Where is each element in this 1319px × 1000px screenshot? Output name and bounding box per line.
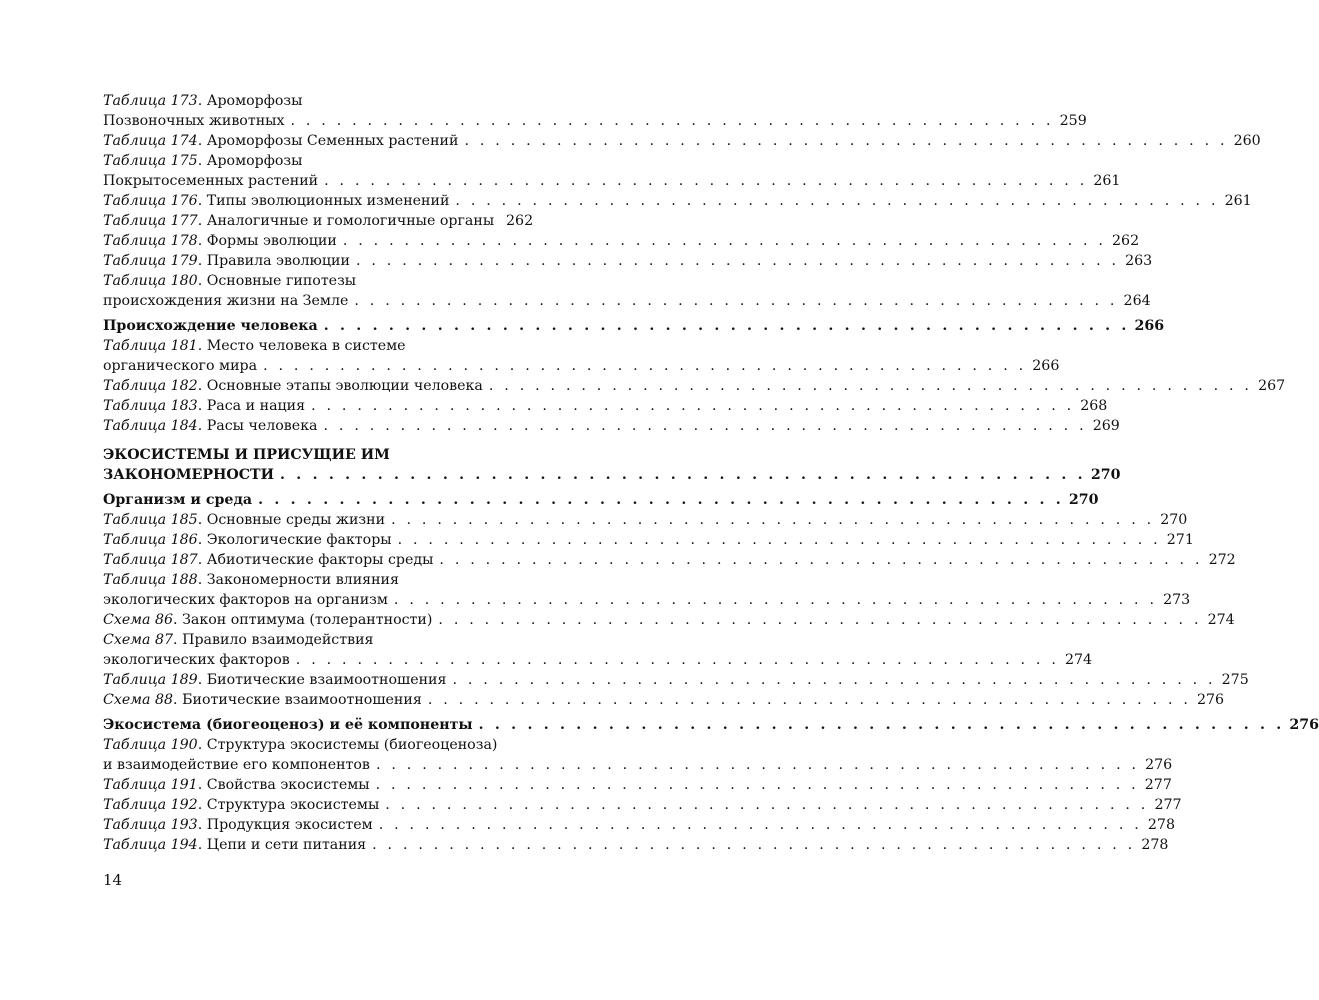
dot-leader: . . . . . . . . . . . . . . . . . . . . . . . . . . . . . . . . . . . . . . . . . . . . . . . . . . [378, 817, 1142, 833]
entry-title: органического мира [103, 358, 258, 374]
entry-label: Таблица 189 [103, 672, 198, 688]
dot-leader: . . . . . . . . . . . . . . . . . . . . . . . . . . . . . . . . . . . . . . . . . . . . . . . . . . [280, 467, 1086, 483]
toc-line [103, 590, 1191, 610]
toc-line [103, 111, 1087, 131]
entry-title: . Основные гипотезы [197, 273, 357, 289]
section-heading [103, 490, 1099, 510]
toc-line [103, 570, 530, 590]
toc-line [103, 171, 1121, 191]
toc-line [103, 630, 530, 650]
entry-title: . Основные среды жизни [197, 512, 386, 528]
entry-label: Таблица 192 [103, 797, 198, 813]
dot-leader: . . . . . . . . . . . . . . . . . . . . . . . . . . . . . . . . . . . . . . . . . . . . . . . . . . [375, 757, 1140, 773]
dot-leader: . . . . . . . . . . . . . . . . . . . . . . . . . . . . . . . . . . . . . . . . . . . . . . . . . . [391, 512, 1155, 528]
toc-line [103, 835, 1169, 855]
dot-leader: . . . . . . . . . . . . . . . . . . . . . . . . . . . . . . . . . . . . . . . . . . . . . . . . . . [427, 692, 1192, 708]
toc-line [103, 231, 1140, 251]
entry-title: . Биотические взаимоотношения [173, 692, 422, 708]
toc-line [103, 356, 1060, 376]
toc-line [103, 191, 1252, 211]
entry-label: Схема 87 [103, 632, 174, 648]
dot-leader: . . . . . . . . . . . . . . . . . . . . . . . . . . . . . . . . . . . . . . . . . . . . . . . . . . [323, 418, 1087, 434]
toc-line [103, 650, 1093, 670]
page-ref: 264 [1123, 293, 1151, 309]
dot-leader: . . . . . . . . . . . . . . . . . . . . . . . . . . . . . . . . . . . . . . . . . . . . . . . . . . [323, 318, 1130, 334]
toc-line [103, 91, 530, 111]
toc-line [103, 211, 534, 231]
section-heading [103, 715, 1319, 735]
entry-label: Таблица 180 [103, 273, 198, 289]
spacer [103, 436, 530, 445]
page-ref: 276 [1197, 692, 1225, 708]
dot-leader: . . . . . . . . . . . . . . . . . . . . . . . . . . . . . . . . . . . . . . . . . . . . . . . . . . [355, 253, 1120, 269]
entry-label: Таблица 184 [103, 418, 198, 434]
dot-leader: . . . . . . . . . . . . . . . . . . . . . . . . . . . . . . . . . . . . . . . . . . . . . . . . . . [455, 193, 1219, 209]
entry-title: Покрытосеменных растений [103, 173, 319, 189]
toc-line [103, 510, 1188, 530]
entry-label: Схема 88 [103, 692, 174, 708]
section-title: Происхождение человека [103, 318, 318, 334]
page-ref: 270 [1068, 492, 1099, 508]
dot-leader: . . . . . . . . . . . . . . . . . . . . . . . . . . . . . . . . . . . . . . . . . . . . . . . . . . [488, 378, 1253, 394]
toc-line [103, 396, 1108, 416]
toc-line [103, 610, 1235, 630]
toc-line [103, 291, 1151, 311]
toc-line [103, 775, 1172, 795]
entry-title: . Экологические факторы [197, 532, 392, 548]
toc-line [103, 271, 530, 291]
entry-title: экологических факторов на организм [103, 592, 388, 608]
page-ref: 262 [506, 213, 534, 229]
entry-title: . Структура экосистемы (биогеоценоза) [197, 737, 498, 753]
entry-title: . Расы человека [197, 418, 318, 434]
entry-label: Таблица 178 [103, 233, 198, 249]
page-ref: 276 [1289, 717, 1319, 733]
entry-label: Таблица 182 [103, 378, 198, 394]
toc-line [103, 251, 1153, 271]
page-ref: 278 [1141, 837, 1169, 853]
entry-title: . Место человека в системе [197, 338, 406, 354]
toc-line [103, 815, 1175, 835]
page-ref: 266 [1032, 358, 1060, 374]
entry-label: Таблица 183 [103, 398, 198, 414]
table-of-contents [103, 91, 1319, 855]
dot-leader: . . . . . . . . . . . . . . . . . . . . . . . . . . . . . . . . . . . . . . . . . . . . . . . . . . [397, 532, 1161, 548]
entry-title: экологических факторов [103, 652, 290, 668]
page-ref: 274 [1064, 652, 1093, 668]
dot-leader: . . . . . . . . . . . . . . . . . . . . . . . . . . . . . . . . . . . . . . . . . . . . . . . . . . [464, 133, 1228, 149]
entry-title: . Закономерности влияния [197, 572, 399, 588]
entry-label: Схема 86 [103, 612, 174, 628]
entry-title: . Продукция экосистем [197, 817, 373, 833]
entry-title: . Правило взаимодействия [173, 632, 374, 648]
dot-leader: . . . . . . . . . . . . . . . . . . . . . . . . . . . . . . . . . . . . . . . . . . . . . . . . . . [478, 717, 1285, 733]
dot-leader: . . . . . . . . . . . . . . . . . . . . . . . . . . . . . . . . . . . . . . . . . . . . . . . . . . [439, 552, 1203, 568]
entry-label: Таблица 191 [103, 777, 198, 793]
dot-leader: . . . . . . . . . . . . . . . . . . . . . . . . . . . . . . . . . . . . . . . . . . . . . . . . . . [311, 398, 1075, 414]
part-heading [103, 465, 1121, 485]
dot-leader: . . . . . . . . . . . . . . . . . . . . . . . . . . . . . . . . . . . . . . . . . . . . . . . . . . [393, 592, 1158, 608]
section-title: Экосистема (биогеоценоз) и её компоненты [103, 717, 473, 733]
dot-leader: . . . . . . . . . . . . . . . . . . . . . . . . . . . . . . . . . . . . . . . . . . . . . . . . . . [354, 293, 1118, 309]
entry-label: Таблица 175 [103, 153, 198, 169]
page-ref: 263 [1125, 253, 1153, 269]
part-title: ЗАКОНОМЕРНОСТИ [103, 467, 275, 483]
section-title: Организм и среда [103, 492, 253, 508]
dot-leader: . . . . . . . . . . . . . . . . . . . . . . . . . . . . . . . . . . . . . . . . . . . . . . . . . . [375, 777, 1139, 793]
dot-leader: . . . . . . . . . . . . . . . . . . . . . . . . . . . . . . . . . . . . . . . . . . . . . . . . . . [295, 652, 1060, 668]
dot-leader: . . . . . . . . . . . . . . . . . . . . . . . . . . . . . . . . . . . . . . . . . . . . . . . . . . [385, 797, 1149, 813]
entry-title: . Биотические взаимоотношения [197, 672, 447, 688]
page-ref: 270 [1090, 467, 1121, 483]
entry-label: Таблица 173 [103, 93, 198, 109]
page-ref: 277 [1154, 797, 1182, 813]
entry-title: . Раса и нация [197, 398, 306, 414]
page-ref: 276 [1145, 757, 1173, 773]
entry-label: Таблица 186 [103, 532, 198, 548]
page-ref: 271 [1166, 532, 1194, 548]
page-ref: 261 [1093, 173, 1121, 189]
entry-title: . Формы эволюции [197, 233, 337, 249]
dot-leader: . . . . . . . . . . . . . . . . . . . . . . . . . . . . . . . . . . . . . . . . . . . . . . . . . . [438, 612, 1202, 628]
entry-title: . Цепи и сети питания [197, 837, 367, 853]
entry-title: . Закон оптимума (толерантности) [173, 612, 433, 628]
entry-title: происхождения жизни на Земле [103, 293, 349, 309]
entry-label: Таблица 181 [103, 338, 198, 354]
dot-leader: . . . . . . . . . . . . . . . . . . . . . . . . . . . . . . . . . . . . . . . . . . . . . . . . . . [290, 113, 1054, 129]
page-ref: 262 [1112, 233, 1140, 249]
toc-line [103, 755, 1173, 775]
entry-label: Таблица 193 [103, 817, 198, 833]
page-ref: 268 [1080, 398, 1108, 414]
entry-title: . Ароморфозы Семенных растений [197, 133, 459, 149]
part-heading [103, 445, 530, 465]
section-heading [103, 316, 1165, 336]
page-ref: 275 [1221, 672, 1249, 688]
page-ref: 274 [1207, 612, 1235, 628]
page-ref: 272 [1208, 552, 1236, 568]
toc-line [103, 550, 1236, 570]
page-ref: 259 [1059, 113, 1087, 129]
dot-leader: . . . . . . . . . . . . . . . . . . . . . . . . . . . . . . . . . . . . . . . . . . . . . . . . . . [263, 358, 1027, 374]
entry-title: Позвоночных животных [103, 113, 285, 129]
page-ref: 273 [1163, 592, 1191, 608]
entry-title: . Типы эволюционных изменений [197, 193, 450, 209]
toc-line [103, 735, 530, 755]
toc-line [103, 670, 1249, 690]
entry-label: Таблица 174 [103, 133, 198, 149]
page-ref: 260 [1233, 133, 1261, 149]
entry-label: Таблица 187 [103, 552, 198, 568]
page-ref: 261 [1224, 193, 1252, 209]
entry-title: и взаимодействие его компонентов [103, 757, 370, 773]
entry-label: Таблица 188 [103, 572, 198, 588]
entry-label: Таблица 185 [103, 512, 198, 528]
dot-leader: . . . . . . . . . . . . . . . . . . . . . . . . . . . . . . . . . . . . . . . . . . . . . . . . . . [452, 672, 1216, 688]
part-title: ЭКОСИСТЕМЫ И ПРИСУЩИЕ ИМ [103, 447, 390, 463]
entry-title: . Абиотические факторы среды [197, 552, 434, 568]
entry-title: . Правила эволюции [197, 253, 350, 269]
toc-line [103, 795, 1182, 815]
entry-label: Таблица 194 [103, 837, 198, 853]
entry-title: . Ароморфозы [197, 153, 303, 169]
entry-title: . Ароморфозы [197, 93, 303, 109]
page-ref: 267 [1258, 378, 1286, 394]
entry-label: Таблица 176 [103, 193, 198, 209]
page-ref: 270 [1160, 512, 1188, 528]
dot-leader: . . . . . . . . . . . . . . . . . . . . . . . . . . . . . . . . . . . . . . . . . . . . . . . . . . [372, 837, 1136, 853]
entry-title: . Аналогичные и гомологичные органы [197, 213, 495, 229]
toc-line [103, 336, 530, 356]
page-ref: 278 [1147, 817, 1175, 833]
page-ref: 269 [1092, 418, 1120, 434]
toc-line [103, 690, 1225, 710]
page-ref: 277 [1144, 777, 1172, 793]
dot-leader: . . . . . . . . . . . . . . . . . . . . . . . . . . . . . . . . . . . . . . . . . . . . . . . . . . [342, 233, 1107, 249]
toc-line [103, 376, 1286, 396]
entry-label: Таблица 177 [103, 213, 198, 229]
entry-label: Таблица 190 [103, 737, 198, 753]
toc-line [103, 151, 530, 171]
dot-leader: . . . . . . . . . . . . . . . . . . . . . . . . . . . . . . . . . . . . . . . . . . . . . . . . . . [324, 173, 1088, 189]
entry-title: . Свойства экосистемы [197, 777, 370, 793]
toc-line [103, 530, 1194, 550]
entry-label: Таблица 179 [103, 253, 198, 269]
dot-leader: . . . . . . . . . . . . . . . . . . . . . . . . . . . . . . . . . . . . . . . . . . . . . . . . . . [258, 492, 1064, 508]
page-number: 14 [103, 871, 123, 889]
toc-line [103, 416, 1120, 436]
entry-title: . Основные этапы эволюции человека [197, 378, 483, 394]
entry-title: . Структура экосистемы [197, 797, 380, 813]
toc-line [103, 131, 1261, 151]
page-ref: 266 [1134, 318, 1165, 334]
